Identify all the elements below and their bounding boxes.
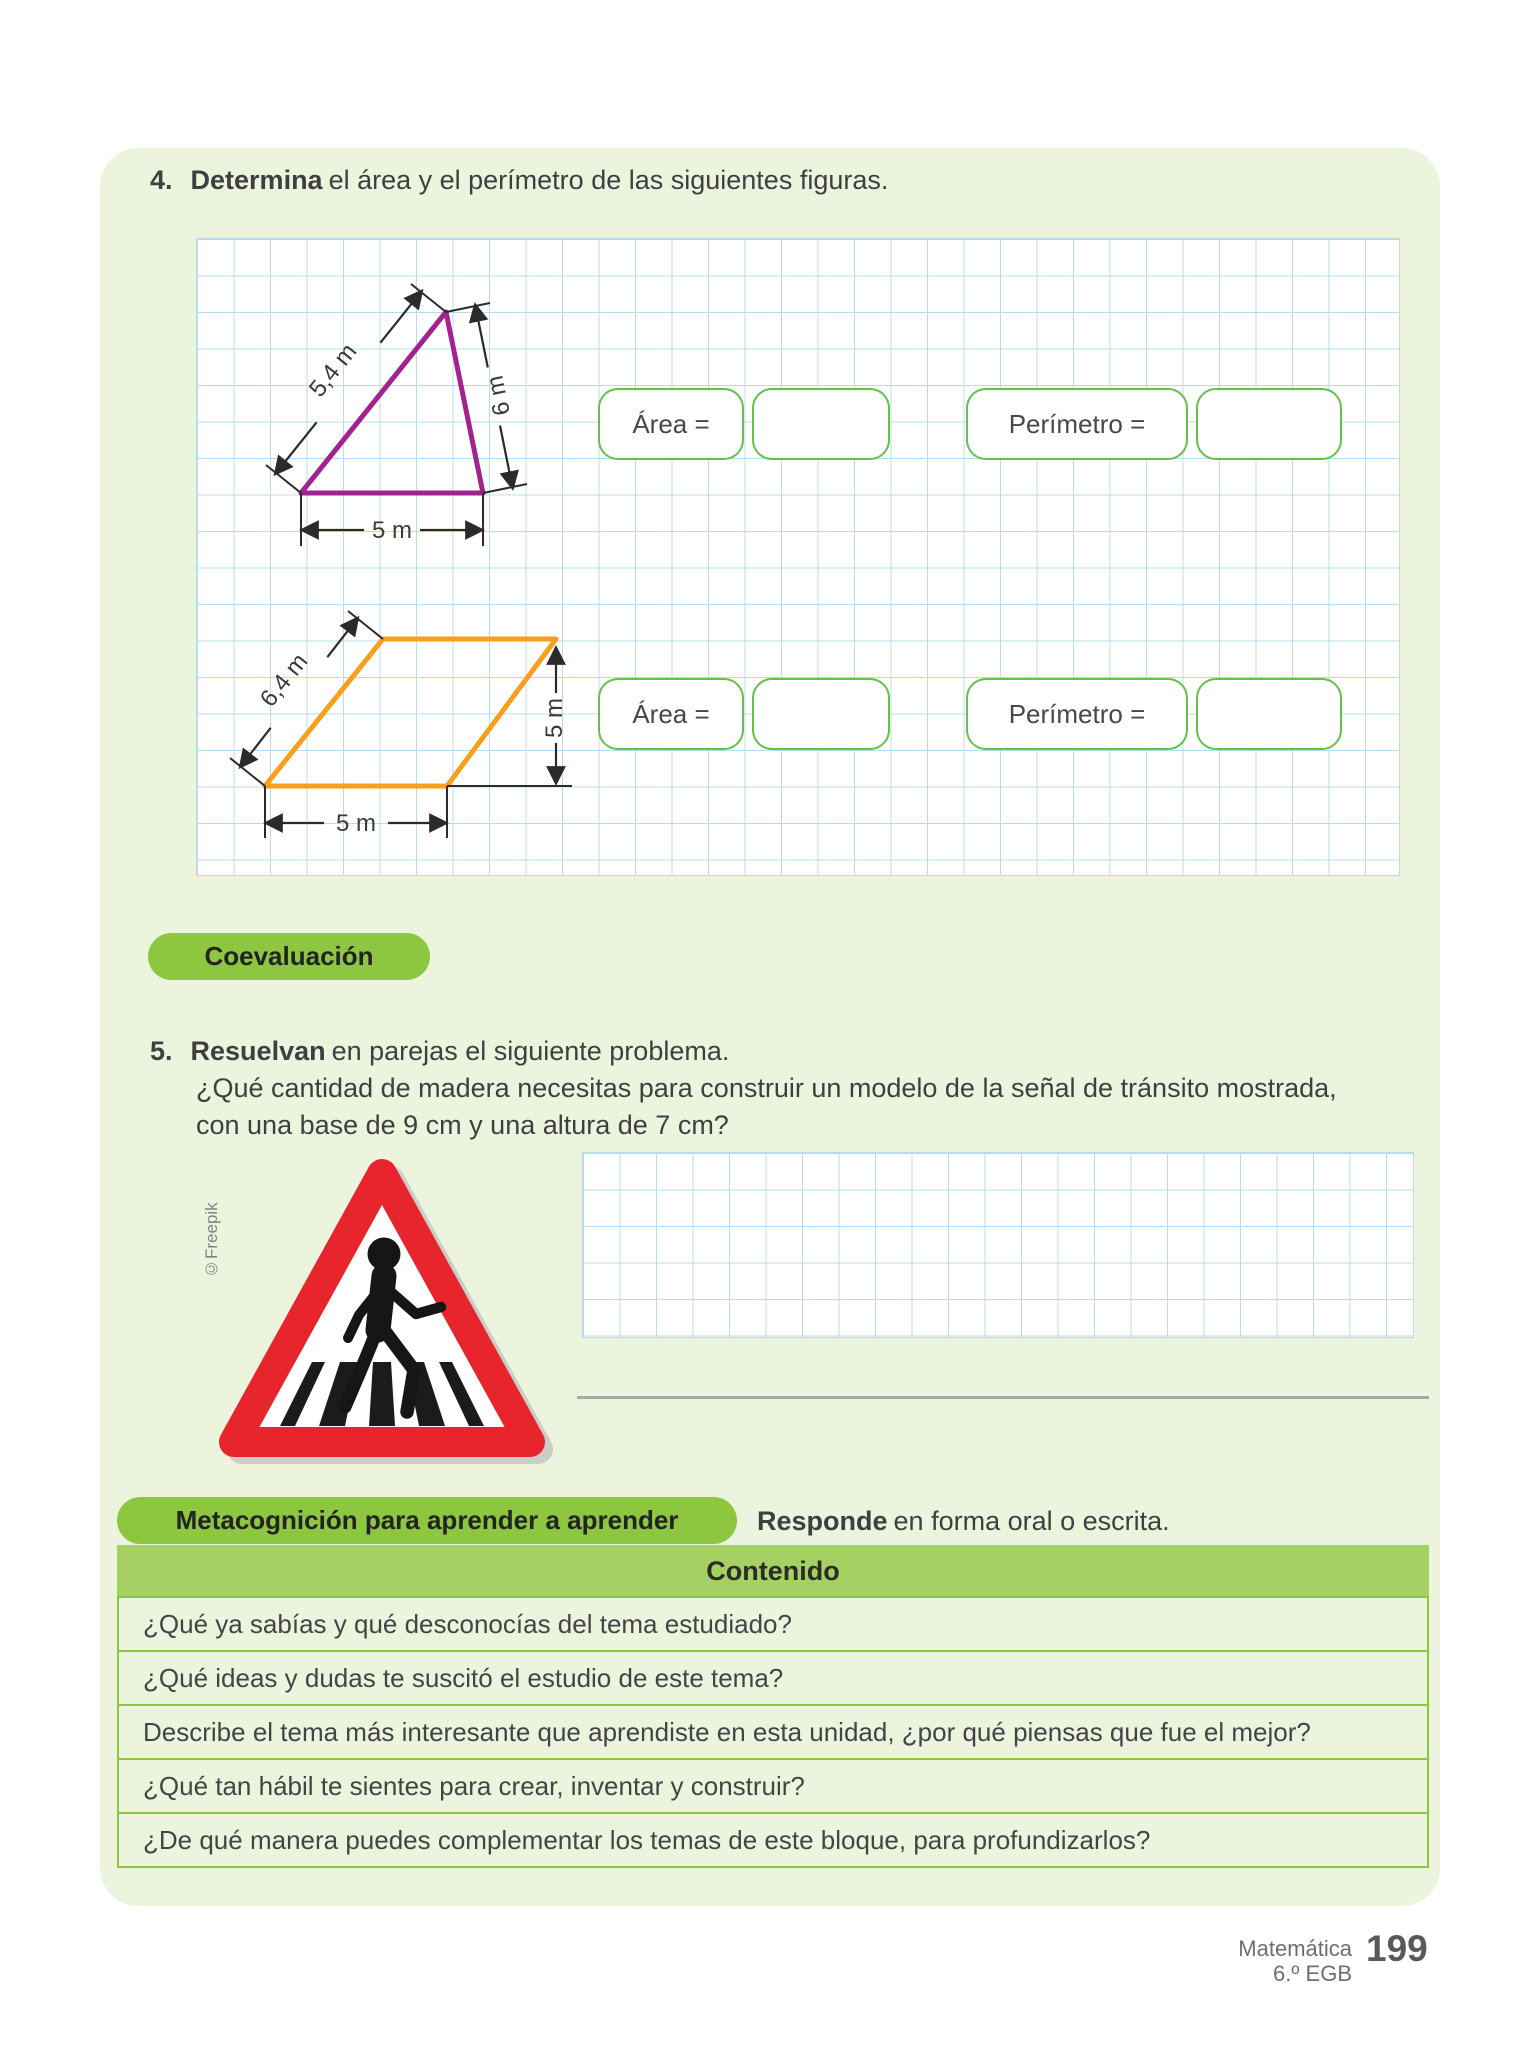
exercise5-number: 5. bbox=[150, 1036, 173, 1066]
table-header: Contenido bbox=[117, 1545, 1429, 1598]
triangle-perimeter-answer-box[interactable] bbox=[1196, 388, 1342, 460]
page-number: 199 bbox=[1366, 1928, 1428, 1969]
parallelogram-base-label: 5 m bbox=[335, 810, 377, 837]
triangle-figure bbox=[266, 284, 527, 546]
parallelogram-area-label: Área = bbox=[632, 698, 710, 729]
triangle-area-answer-box[interactable] bbox=[752, 388, 890, 460]
table-row: ¿Qué ideas y dudas te suscitó el estudio de este tema? bbox=[117, 1650, 1429, 1706]
table-row: ¿Qué tan hábil te sientes para crear, inventar y construir? bbox=[117, 1758, 1429, 1814]
parallelogram-perimeter-label-box bbox=[966, 678, 1188, 750]
metacognition-badge-label: Metacognición para aprender a aprender bbox=[175, 1505, 679, 1535]
footer-grade: 6.º EGB bbox=[1273, 1961, 1352, 1986]
exercise4-verb: Determina bbox=[190, 165, 323, 195]
metacognition-badge bbox=[117, 1497, 737, 1544]
parallelogram-height-label: 5 m bbox=[541, 697, 568, 739]
pedestrian-crossing-sign bbox=[208, 1150, 556, 1468]
triangle-area-label: Área = bbox=[632, 408, 710, 439]
exercise4-text: el área y el perímetro de las siguientes figuras. bbox=[328, 165, 889, 195]
exercise4-number: 4. bbox=[150, 165, 173, 195]
parallelogram-side-label: 6,4 m bbox=[254, 648, 314, 713]
parallelogram-perimeter-answer-box[interactable] bbox=[1196, 678, 1342, 750]
triangle-side-right-label: 6 m bbox=[481, 373, 516, 418]
exercise5-verb: Resuelvan bbox=[190, 1036, 326, 1066]
figures-canvas bbox=[196, 238, 1398, 874]
table-row: ¿De qué manera puedes complementar los temas de este bloque, para profundizarlos? bbox=[117, 1812, 1429, 1868]
exercise5-text: en parejas el siguiente problema. bbox=[331, 1036, 730, 1066]
metacognition-instruction-bold: Responde bbox=[757, 1506, 888, 1536]
parallelogram-area-label-box bbox=[598, 678, 744, 750]
table-row: Describe el tema más interesante que aprendiste en esta unidad, ¿por qué piensas que fue el mejor? bbox=[117, 1704, 1429, 1760]
triangle-base-label: 5 m bbox=[371, 517, 413, 544]
parallelogram-area-answer-box[interactable] bbox=[752, 678, 890, 750]
triangle-side-left-label: 5,4 m bbox=[303, 338, 363, 403]
metacognition-table bbox=[117, 1545, 1429, 1868]
triangle-perimeter-label: Perímetro = bbox=[1008, 408, 1146, 439]
triangle-area-label-box bbox=[598, 388, 744, 460]
image-credit: ©Freepik bbox=[202, 1202, 221, 1278]
metacognition-instruction-rest: en forma oral o escrita. bbox=[893, 1506, 1170, 1536]
coevaluation-badge bbox=[148, 933, 430, 980]
answer-grid-exercise5[interactable] bbox=[582, 1152, 1414, 1338]
exercise4-heading bbox=[150, 165, 888, 196]
coevaluation-badge-label: Coevaluación bbox=[204, 941, 374, 971]
parallelogram-perimeter-label: Perímetro = bbox=[1008, 698, 1146, 729]
exercise5-question-line1: ¿Qué cantidad de madera necesitas para construir un modelo de la señal de tránsito mostrada, bbox=[196, 1073, 1337, 1103]
answer-line[interactable] bbox=[577, 1396, 1429, 1399]
triangle-perimeter-label-box bbox=[966, 388, 1188, 460]
exercise5-question-line2: con una base de 9 cm y una altura de 7 cm? bbox=[196, 1110, 729, 1140]
exercise5-heading bbox=[150, 1036, 729, 1067]
table-row: ¿Qué ya sabías y qué desconocías del tema estudiado? bbox=[117, 1596, 1429, 1652]
parallelogram-figure bbox=[230, 611, 572, 838]
footer-subject-block bbox=[1140, 1936, 1352, 1986]
metacognition-instruction bbox=[757, 1506, 1170, 1537]
footer-subject: Matemática bbox=[1238, 1936, 1352, 1961]
